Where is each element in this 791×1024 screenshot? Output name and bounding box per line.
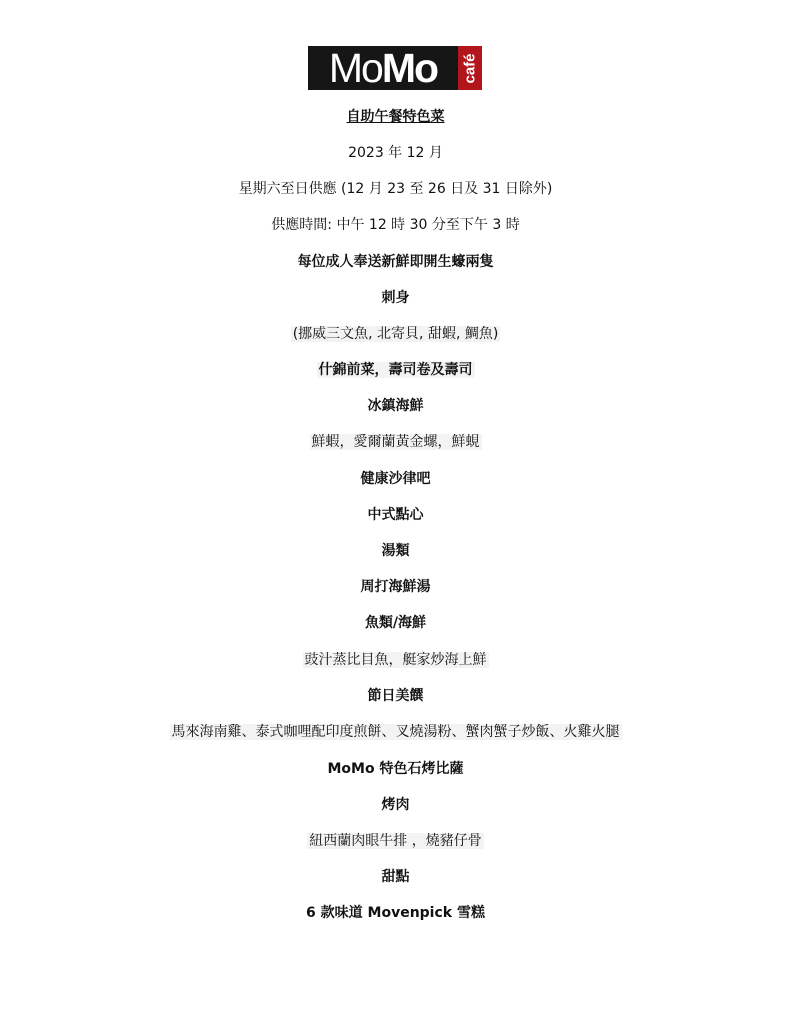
dimsum-heading: 中式點心 (367, 507, 424, 523)
pizza-heading: MoMo 特色石烤比薩 (327, 761, 464, 777)
seafood-items: 鮮蝦，愛爾蘭黃金螺，鮮蜆 (311, 434, 480, 450)
roast-heading: 烤肉 (381, 797, 410, 813)
soup-heading: 湯類 (381, 543, 410, 559)
logo-text-bold: Mo (381, 45, 438, 91)
salad-heading: 健康沙律吧 (360, 471, 431, 487)
fish-heading: 魚類/海鮮 (364, 615, 427, 631)
menu-title: 自助午餐特色菜 (346, 109, 445, 125)
festive-items: 馬來海南雞、泰式咖哩配印度煎餅、叉燒湯粉、蟹肉蟹子炒飯、火雞火腿 (171, 724, 620, 740)
serving-hours: 供應時間: 中午 12 時 30 分至下午 3 時 (271, 217, 520, 233)
sashimi-heading: 刺身 (381, 290, 410, 306)
festive-heading: 節日美饌 (367, 688, 424, 704)
logo-wordmark (308, 46, 458, 90)
seafood-heading: 冰鎮海鮮 (367, 398, 424, 414)
momo-cafe-logo (308, 46, 482, 90)
dessert-heading: 甜點 (381, 869, 410, 885)
soup-item: 周打海鮮湯 (360, 579, 431, 595)
logo-text-light: Mo (328, 45, 382, 91)
icecream-heading: 6 款味道 Movenpick 雪糕 (306, 905, 485, 921)
logo-cafe-text: café (461, 52, 479, 84)
sashimi-items: (挪威三文魚, 北寄貝, 甜蝦, 鯛魚) (292, 326, 499, 342)
oyster-offer: 每位成人奉送新鮮即開生蠔兩隻 (297, 254, 494, 270)
availability-note: 星期六至日供應 (12 月 23 至 26 日及 31 日除外) (238, 181, 553, 197)
roast-items: 紐西蘭肉眼牛排 ，燒豬仔骨 (309, 833, 482, 849)
menu-date: 2023 年 12 月 (348, 145, 443, 161)
appetizer-heading: 什錦前菜，壽司卷及壽司 (318, 362, 473, 378)
logo-cafe-badge (458, 46, 482, 90)
fish-items: 豉汁蒸比目魚，艇家炒海上鮮 (304, 652, 487, 668)
